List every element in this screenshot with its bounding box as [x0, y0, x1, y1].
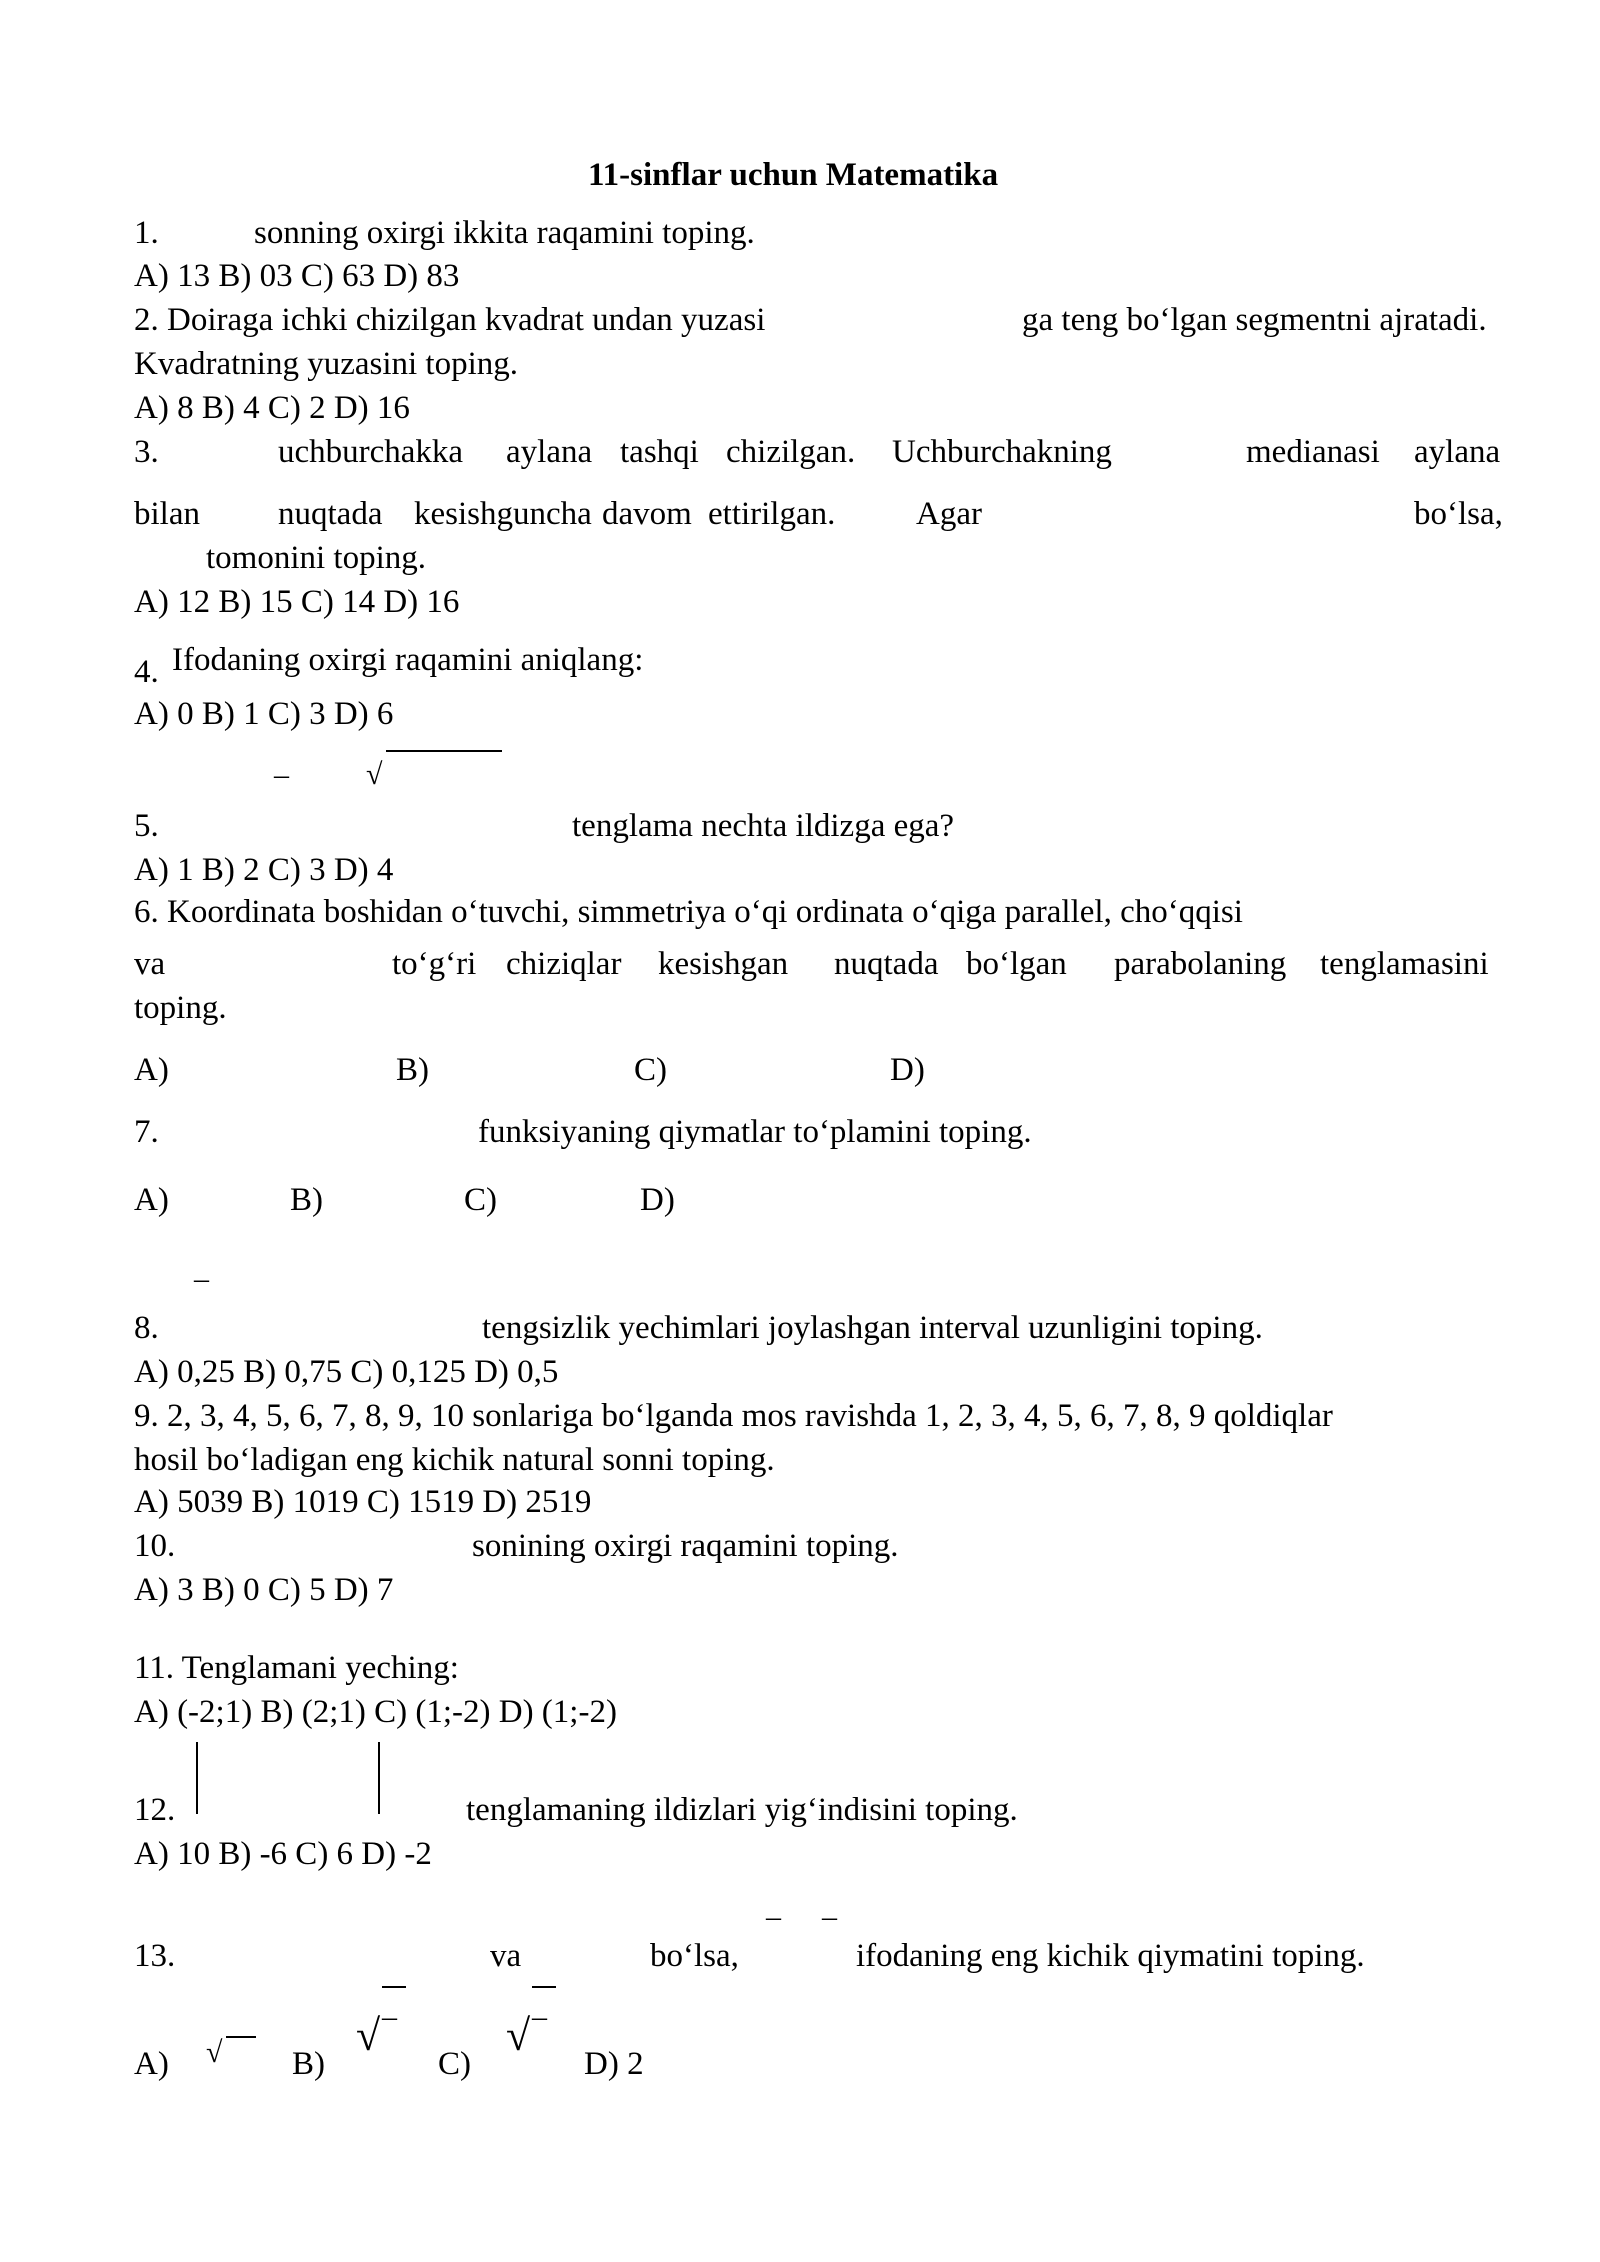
q5-options: A) 1 B) 2 C) 3 D) 4 — [134, 852, 394, 888]
q12-options: A) 10 B) -6 C) 6 D) -2 — [134, 1836, 432, 1872]
page-title: 11-sinflar uchun Matematika — [588, 157, 999, 193]
q2-text-end: ga teng bo‘lgan segmentni ajratadi. — [1022, 302, 1487, 338]
minus-icon: – — [532, 2000, 547, 2033]
q10-options: A) 3 B) 0 C) 5 D) 7 — [134, 1572, 394, 1608]
q12-text: tenglamaning ildizlari yig‘indisini toping. — [466, 1792, 1018, 1828]
q3-word: bilan — [134, 496, 200, 532]
q4-number: 4. — [134, 654, 159, 690]
q6-word: tenglamasini — [1320, 946, 1489, 982]
q3-word: Agar — [916, 496, 982, 532]
q5-text: tenglama nechta ildizga ega? — [572, 808, 955, 844]
q3-word: nuqtada — [278, 496, 383, 532]
q3-word: uchburchakka — [278, 434, 464, 470]
q6-option-d: D) — [890, 1052, 925, 1088]
q1-number: 1. — [134, 215, 159, 251]
q7-option-d: D) — [640, 1182, 675, 1218]
q3-word: kesishguncha — [414, 496, 592, 532]
q3-word: bo‘lsa, — [1414, 496, 1503, 532]
q6-word: chiziqlar — [506, 946, 622, 982]
q8-text: tengsizlik yechimlari joylashgan interval uzunligini toping. — [482, 1310, 1263, 1346]
q2-text-line2: Kvadratning yuzasini toping. — [134, 346, 519, 382]
q6-text-line3: toping. — [134, 990, 227, 1026]
sqrt-overline — [386, 750, 502, 752]
q6-word: kesishgan — [658, 946, 789, 982]
q13-bolsa: bo‘lsa, — [650, 1938, 739, 1974]
q3-text-line3: tomonini toping. — [206, 540, 427, 576]
q13-number: 13. — [134, 1938, 176, 1974]
absolute-value-bar-icon — [378, 1742, 380, 1814]
sqrt-overline — [226, 2036, 256, 2038]
q6-text-line1: 6. Koordinata boshidan o‘tuvchi, simmetriya o‘qi ordinata o‘qiga parallel, cho‘qqisi — [134, 894, 1243, 930]
minus-icon: – — [822, 1900, 837, 1933]
q4-options: A) 0 B) 1 C) 3 D) 6 — [134, 696, 394, 732]
q2-text-start: 2. Doiraga ichki chizilgan kvadrat undan yuzasi — [134, 302, 766, 338]
q13-option-b: B) — [292, 2046, 325, 2082]
q6-word: bo‘lgan — [966, 946, 1067, 982]
minus-icon: – — [194, 1262, 209, 1295]
q9-text-line2: hosil bo‘ladigan eng kichik natural sonni toping. — [134, 1442, 775, 1478]
q13-va: va — [490, 1938, 522, 1974]
q12-number: 12. — [134, 1792, 176, 1828]
q6-word: nuqtada — [834, 946, 939, 982]
q4-text: Ifodaning oxirgi raqamini aniqlang: — [172, 642, 644, 678]
q9-text-line1: 9. 2, 3, 4, 5, 6, 7, 8, 9, 10 sonlariga bo‘lganda mos ravishda 1, 2, 3, 4, 5, 6, 7, 8, 9 qoldiqlar — [134, 1398, 1333, 1434]
q5-number: 5. — [134, 808, 159, 844]
q6-option-a: A) — [134, 1052, 169, 1088]
sqrt-overline — [532, 1986, 556, 1988]
minus-icon: – — [382, 2000, 397, 2033]
q11-text: 11. Tenglamani yeching: — [134, 1650, 459, 1686]
q6-word: parabolaning — [1114, 946, 1287, 982]
q13-option-c: C) — [438, 2046, 471, 2082]
q6-option-b: B) — [396, 1052, 429, 1088]
minus-icon: – — [274, 758, 289, 791]
q11-options: A) (-2;1) B) (2;1) C) (1;-2) D) (1;-2) — [134, 1694, 617, 1730]
q1-options: A) 13 B) 03 C) 63 D) 83 — [134, 258, 460, 294]
q7-number: 7. — [134, 1114, 159, 1150]
q10-text: sonining oxirgi raqamini toping. — [472, 1528, 899, 1564]
q3-word: chizilgan. — [726, 434, 856, 470]
q13-text: ifodaning eng kichik qiymatini toping. — [856, 1938, 1365, 1974]
sqrt-icon: √ — [206, 2036, 223, 2069]
q7-text: funksiyaning qiymatlar to‘plamini toping. — [478, 1114, 1032, 1150]
q7-option-a: A) — [134, 1182, 169, 1218]
q8-options: A) 0,25 B) 0,75 C) 0,125 D) 0,5 — [134, 1354, 559, 1390]
q2-options: A) 8 B) 4 C) 2 D) 16 — [134, 390, 410, 426]
q3-word: davom — [602, 496, 692, 532]
q3-number: 3. — [134, 434, 159, 470]
q13-option-d: D) 2 — [584, 2046, 644, 2082]
sqrt-icon: √ — [356, 2011, 381, 2060]
q6-word: va — [134, 946, 166, 982]
absolute-value-bar-icon — [196, 1742, 198, 1814]
minus-icon: – — [766, 1900, 781, 1933]
q6-option-c: C) — [634, 1052, 667, 1088]
q13-option-a: A) — [134, 2046, 169, 2082]
q3-word: aylana — [506, 434, 593, 470]
q3-word: tashqi — [620, 434, 699, 470]
q3-word: medianasi — [1246, 434, 1380, 470]
q8-number: 8. — [134, 1310, 159, 1346]
sqrt-icon: √ — [366, 758, 383, 791]
q3-word: ettirilgan. — [708, 496, 836, 532]
q3-options: A) 12 B) 15 C) 14 D) 16 — [134, 584, 460, 620]
sqrt-icon: √ — [506, 2011, 531, 2060]
q3-word: aylana — [1414, 434, 1501, 470]
q10-number: 10. — [134, 1528, 176, 1564]
q9-options: A) 5039 B) 1019 C) 1519 D) 2519 — [134, 1484, 592, 1520]
sqrt-overline — [382, 1986, 406, 1988]
q7-option-c: C) — [464, 1182, 497, 1218]
q6-word: to‘g‘ri — [392, 946, 477, 982]
q1-text: sonning oxirgi ikkita raqamini toping. — [254, 215, 755, 251]
q3-word: Uchburchakning — [892, 434, 1112, 470]
q7-option-b: B) — [290, 1182, 323, 1218]
